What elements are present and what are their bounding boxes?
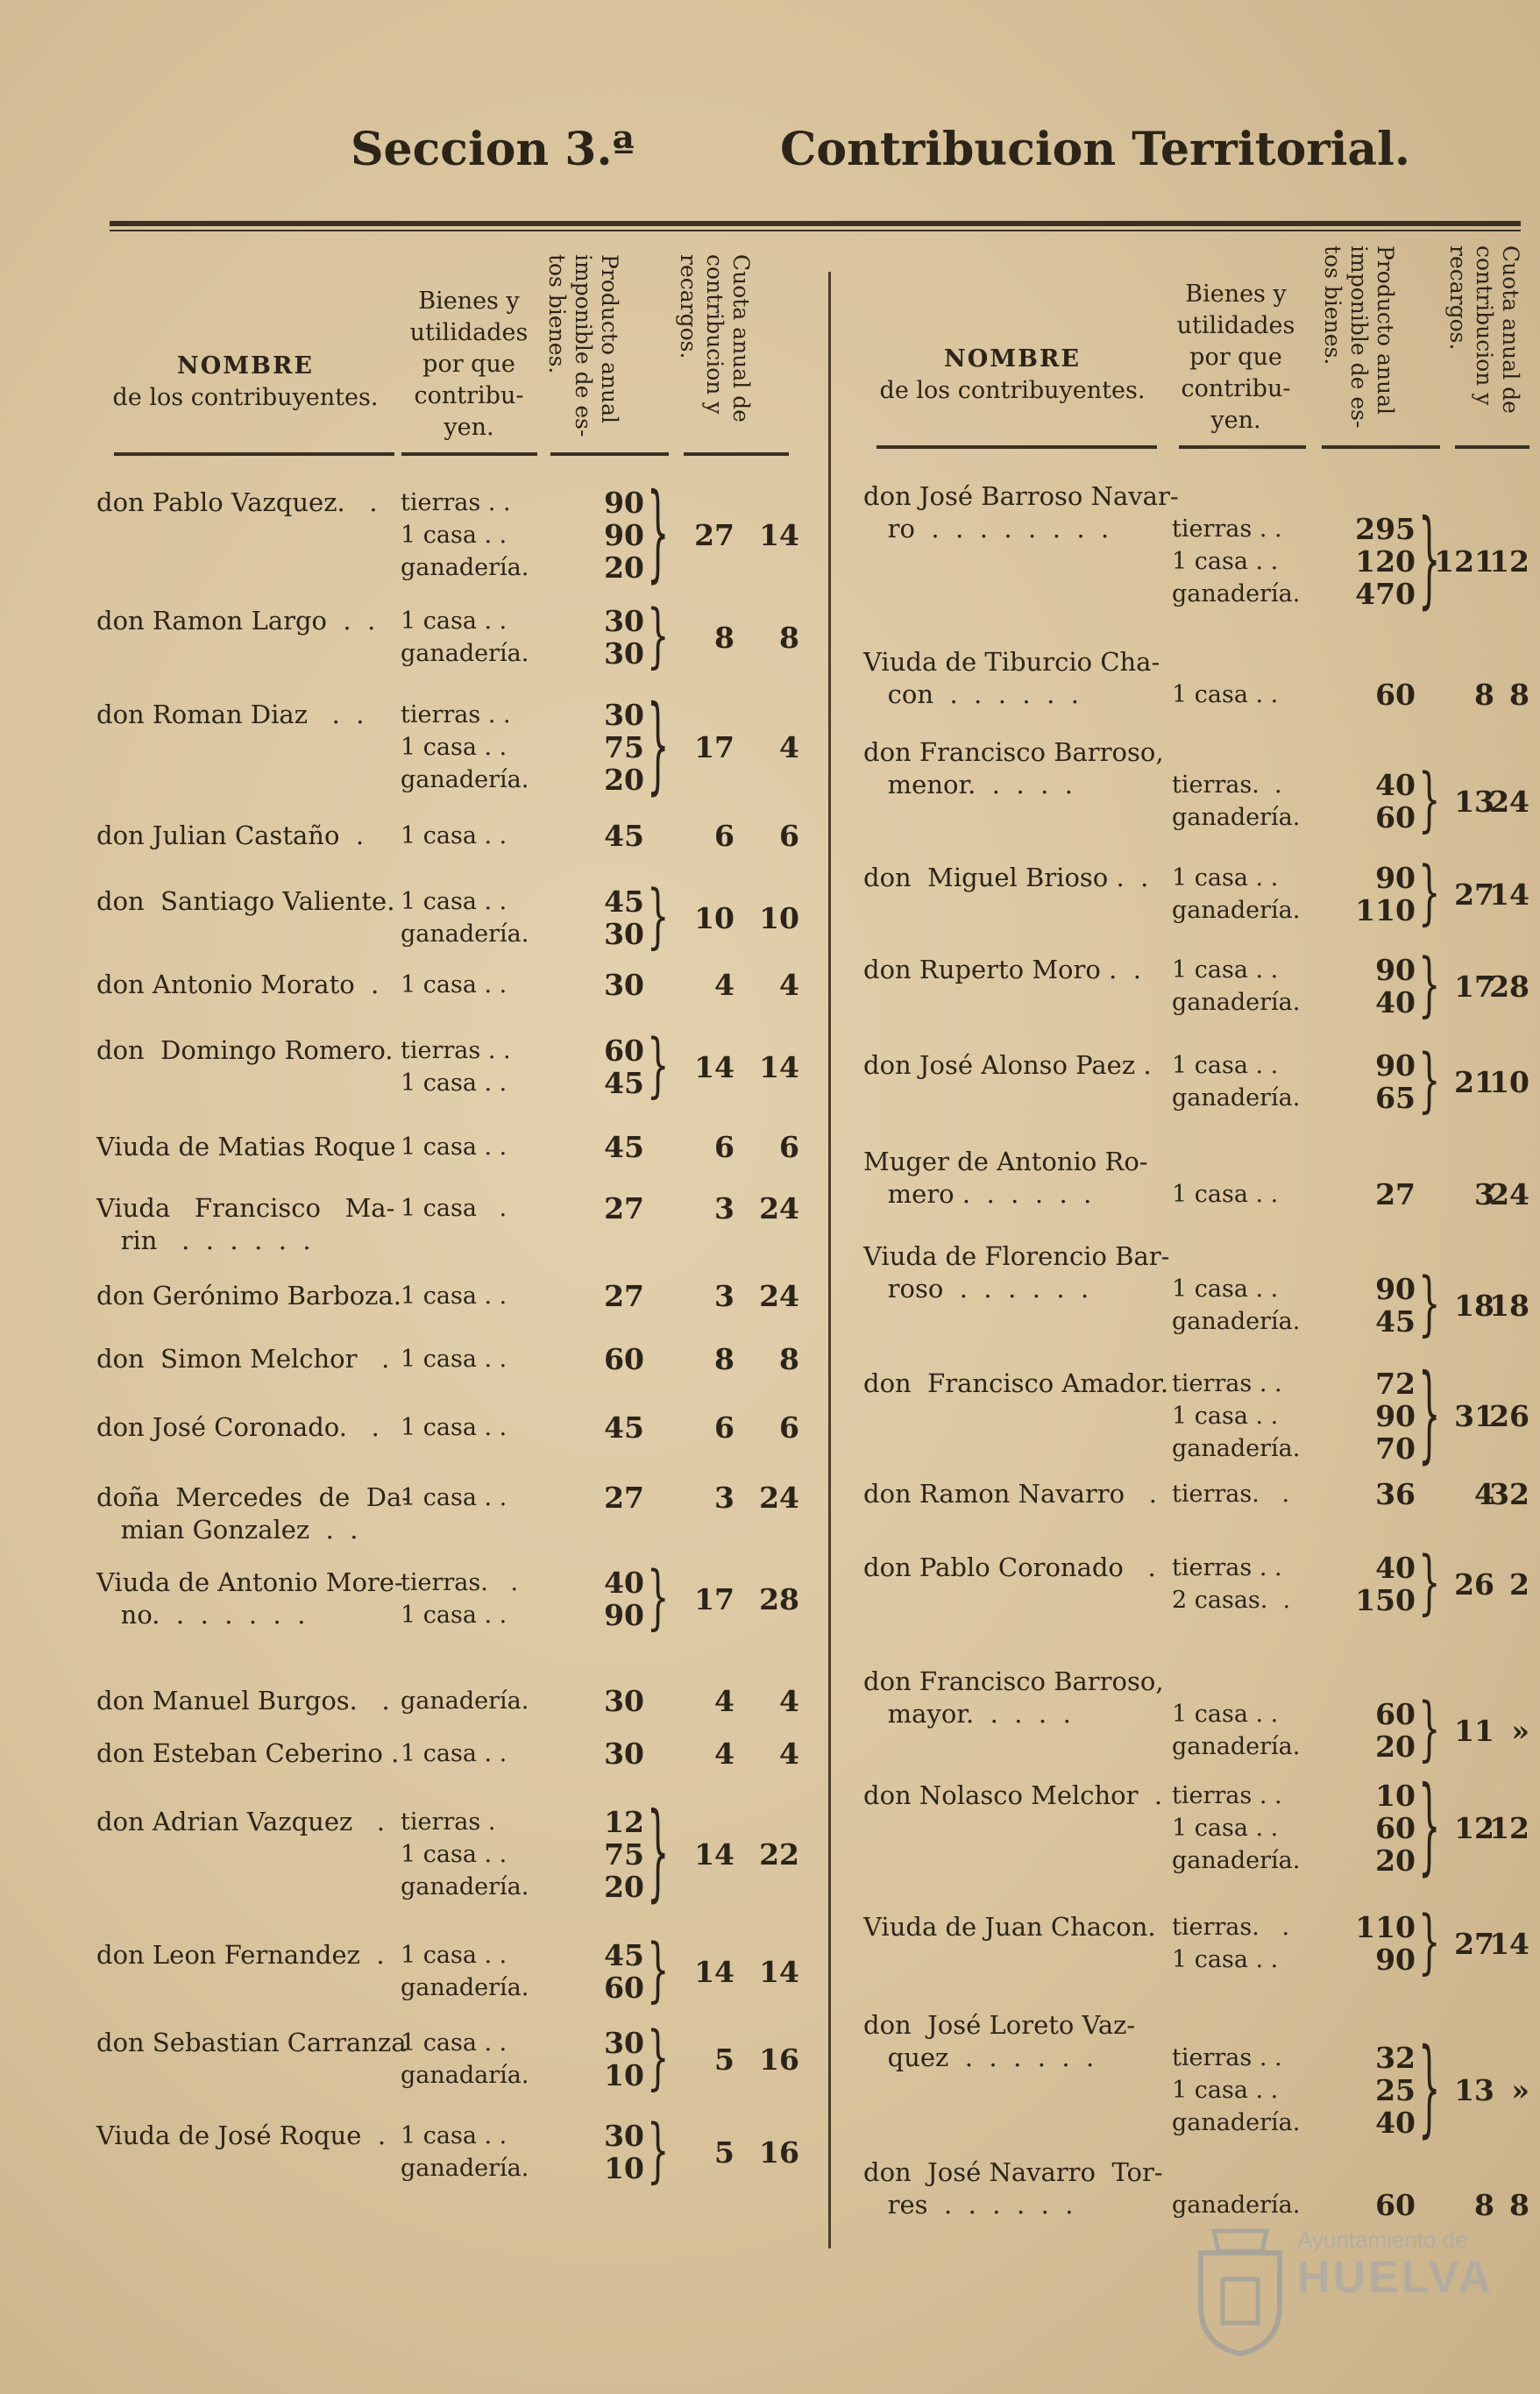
bienes-cell: ganadería. [1172,2192,1301,2219]
cuota-maravedis: 26 [1489,1399,1529,1433]
cuota-reales: 14 [694,1837,735,1872]
cuota-reales: 17 [694,1581,735,1616]
brace-glyph: } [647,596,670,677]
cuota-reales: 4 [714,968,735,1002]
bienes-cell: 1 casa . . [401,1282,507,1310]
contribuyente-name: don Esteban Ceberino . [96,1738,400,1768]
cuota-maravedis: 28 [759,1581,799,1616]
cuota-maravedis: 6 [779,1410,799,1445]
cuota-reales: 11 [1454,1713,1494,1748]
cuota-maravedis: 18 [1489,1288,1529,1323]
producto-cell: 72 90 70 [1375,1367,1416,1466]
brace-glyph: } [1418,2028,1441,2149]
producto-cell: 60 [604,1342,644,1376]
contribuyente-name: don Pablo Coronado . [863,1552,1156,1582]
cuota-maravedis: 24 [1489,1177,1529,1211]
cuota-maravedis: 12 [1489,544,1529,579]
bienes-cell: 1 casa . [401,1195,507,1222]
producto-cell: 36 [1375,1477,1416,1511]
cuota-reales: 8 [1474,2188,1494,2222]
right-header-bienes: Bienes y utilidades por que contribu- yen. [1176,281,1295,434]
contribuyente-name: don José Loreto Vaz- quez . . . . . . [863,2010,1136,2072]
left-header-nombre [96,351,394,414]
producto-cell: 32 25 40 [1375,2041,1416,2140]
contribuyente-name: don Ramon Navarro . [863,1479,1157,1509]
left-header-producto: Producto anual imponible de es- tos bienes. [544,254,622,437]
right-header-cuota: Cuota anual de contribucion y recargos. [1445,245,1523,414]
cuota-reales: 17 [1454,969,1494,1004]
brace-glyph: } [647,877,670,957]
producto-cell: 110 90 [1355,1910,1416,1977]
cuota-reales: 10 [694,900,735,935]
right-header-underline-4 [1455,445,1529,449]
bienes-cell: ganadería. [401,1687,529,1715]
contribuyente-name: don Gerónimo Barboza. [96,1281,401,1311]
cuota-maravedis: 8 [779,620,799,655]
cuota-reales: 14 [694,1954,735,1989]
contribuyente-name: don Francisco Amador. [863,1368,1169,1398]
contribuyente-name: don Pablo Vazquez. . [96,487,378,517]
brace-glyph: } [647,473,670,594]
coat-of-arms-icon [1192,2227,1288,2358]
contribuyente-name: don Julian Castaño . [96,820,365,850]
header-nombre-sub: de los contribuyentes. [879,377,1146,404]
cuota-maravedis: 4 [779,968,799,1002]
contribuyente-name: Viuda de José Roque . [96,2121,387,2150]
producto-cell: 45 [604,819,644,853]
cuota-maravedis: 10 [759,900,799,935]
bienes-cell: 1 casa . . [401,822,507,849]
cuota-maravedis: 2 [1509,1566,1529,1602]
bienes-cell: 1 casa . . ganadería. [1172,1052,1301,1112]
brace-glyph: } [647,2018,670,2099]
producto-cell: 60 20 [1375,1697,1416,1764]
producto-cell: 90 40 [1375,953,1416,1019]
brace-glyph: } [1418,1902,1441,1983]
producto-cell: 295 120 470 [1355,512,1416,611]
producto-cell: 45 [604,1410,644,1445]
bienes-cell: tierras . . 2 casas. . [1172,1554,1291,1614]
bienes-cell: 1 casa . . [401,971,507,998]
producto-cell: 90 65 [1375,1048,1416,1115]
contribuyente-name: don Manuel Burgos. . [96,1686,390,1716]
contribuyente-name: Viuda de Matias Roque [96,1132,396,1161]
cuota-reales: 4 [714,1737,735,1771]
bienes-cell: 1 casa . . ganadería. [1172,864,1301,924]
brace-glyph: } [1418,760,1441,841]
producto-cell: 12 75 20 [604,1805,644,1904]
cuota-reales: 27 [1454,1926,1494,1961]
contribuyente-name: don Francisco Barroso, mayor. . . . . [863,1666,1164,1729]
cuota-maravedis: 32 [1489,1477,1529,1511]
contribuyente-name: don José Navarro Tor- res . . . . . . [863,2157,1163,2220]
brace-glyph: } [1418,1543,1441,1623]
producto-cell: 30 10 [604,2026,644,2092]
bienes-cell: tierras . . 1 casa . . ganadería. [1172,515,1301,607]
contribuyente-name: don Nolasco Melchor . [863,1780,1163,1810]
cuota-maravedis: 22 [759,1837,799,1872]
producto-cell: 90 45 [1375,1272,1416,1339]
cuota-reales: 5 [714,2135,735,2170]
cuota-reales: 121 [1434,544,1494,579]
right-header-producto: Producto anual imponible de es- tos bienes. [1320,245,1398,429]
watermark [1192,2227,1494,2362]
bienes-cell: 1 casa . . ganadería. [1172,956,1301,1016]
cuota-maravedis: 6 [779,819,799,853]
cuota-maravedis: 24 [759,1279,799,1313]
bienes-cell: 1 casa . . [401,1346,507,1373]
cuota-maravedis: 28 [1489,969,1529,1004]
bienes-cell: tierras . . 1 casa . . [401,1037,511,1097]
brace-glyph: } [1418,1041,1441,1121]
left-header-cuota: Cuota anual de contribucion y recargos. [676,254,754,423]
bienes-cell: 1 casa . . ganadaría. [401,2029,529,2089]
brace-glyph: } [1418,1689,1441,1770]
producto-cell: 40 150 [1355,1551,1416,1617]
cuota-maravedis: 24 [1489,784,1529,819]
bienes-cell: 1 casa . . ganadería. [401,1942,529,2001]
cuota-reales: 6 [714,819,735,853]
bienes-cell: 1 casa . . [401,1133,507,1161]
header-rule-thin [110,230,1521,231]
cuota-maravedis: 10 [1489,1064,1529,1099]
cuota-reales: 5 [714,2042,735,2077]
cuota-maravedis: 14 [759,518,799,552]
cuota-reales: 17 [694,730,735,764]
section-label: Seccion 3.ª [351,123,635,176]
bienes-cell: tierras . . 1 casa . . ganadería. [1172,1370,1301,1462]
producto-cell: 27 [604,1481,644,1515]
header-rule [110,221,1521,226]
contribuyente-name: Viuda de Florencio Bar- roso . . . . . . [863,1241,1170,1304]
contribuyente-name: don Roman Diaz . . [96,700,365,729]
cuota-maravedis: 16 [759,2042,799,2077]
cuota-maravedis: 8 [1509,2188,1529,2222]
bienes-cell: 1 casa . . ganadería. [401,2122,529,2182]
brace-glyph: } [1418,1354,1441,1475]
cuota-maravedis: 8 [1509,678,1529,712]
producto-cell: 27 [604,1191,644,1225]
cuota-maravedis: 24 [759,1481,799,1515]
left-header-underline-4 [684,452,789,456]
left-header-underline-2 [401,452,537,456]
brace-glyph: } [1418,853,1441,934]
cuota-reales: 13 [1454,2073,1494,2107]
bienes-cell: tierras . 1 casa . . ganadería. [401,1808,529,1900]
producto-cell: 30 30 [604,604,644,671]
brace-glyph: } [1418,945,1441,1026]
cuota-reales: 27 [1454,877,1494,912]
cuota-maravedis: 14 [759,1049,799,1084]
cuota-maravedis: 24 [759,1191,799,1225]
cuota-reales: 6 [714,1130,735,1164]
cuota-reales: 4 [1474,1477,1494,1511]
contribuyente-name: don Antonio Morato . [96,970,380,999]
header-nombre-label: NOMBRE [944,345,1081,373]
cuota-reales: 6 [714,1410,735,1445]
bienes-cell: 1 casa . . [401,1740,507,1767]
cuota-reales: 8 [714,1342,735,1376]
brace-glyph: } [1418,1766,1441,1887]
cuota-maravedis: » [1511,1713,1529,1748]
producto-cell: 40 60 [1375,768,1416,835]
brace-glyph: } [647,1026,670,1106]
watermark-line1: Ayuntamiento de [1297,2227,1468,2253]
bienes-cell: 1 casa . . [401,1484,507,1511]
cuota-maravedis: 4 [779,730,799,764]
contribuyente-name: don Leon Fernandez . [96,1940,385,1970]
contribuyente-name: don Francisco Barroso, menor. . . . . [863,737,1164,799]
cuota-reales: 3 [1474,1177,1494,1211]
left-header-underline-1 [114,452,394,456]
bienes-cell: tierras. . [1172,1481,1290,1508]
cuota-maravedis: 16 [759,2135,799,2170]
cuota-reales: 3 [714,1481,735,1515]
bienes-cell: tierras . . 1 casa . . ganadería. [1172,2044,1301,2136]
cuota-maravedis: 8 [779,1342,799,1376]
bienes-cell: 1 casa . . [1172,681,1279,708]
right-header-nombre [868,344,1157,407]
cuota-maravedis: 14 [1489,1926,1529,1961]
contribuyente-name: Viuda de Tiburcio Cha- con . . . . . . [863,647,1160,709]
bienes-cell: tierras. . 1 casa . . [1172,1914,1290,1973]
bienes-cell: tierras . . 1 casa . . ganadería. [401,701,529,793]
cuota-maravedis: 4 [779,1737,799,1771]
producto-cell: 27 [1375,1177,1416,1211]
bienes-cell: 1 casa . . ganadería. [401,888,529,948]
brace-glyph: } [647,1930,670,2011]
cuota-reales: 31 [1454,1399,1494,1433]
brace-glyph: } [647,1793,670,1914]
contribuyente-name: don Ramon Largo . . [96,606,376,636]
producto-cell: 60 [1375,2188,1416,2222]
contribuyente-name: don José Coronado. . [96,1412,380,1442]
cuota-maravedis: 14 [759,1954,799,1989]
header-nombre-label: NOMBRE [177,352,314,380]
bienes-cell: tierras. . ganadería. [1172,771,1301,831]
contribuyente-name: don José Alonso Paez . [863,1050,1152,1080]
bienes-cell: tierras . . 1 casa . . ganadería. [1172,1782,1301,1874]
producto-cell: 30 [604,968,644,1002]
left-header-underline-3 [550,452,669,456]
brace-glyph: } [647,1558,670,1638]
contribuyente-name: don Domingo Romero. [96,1035,394,1065]
brace-glyph: } [647,686,670,806]
watermark-line2: HUELVA [1297,2252,1494,2303]
contribuyente-name: don Ruperto Moro . . [863,955,1141,984]
header-nombre-sub: de los contribuyentes. [112,384,379,411]
contribuyente-name: Viuda Francisco Ma- rin . . . . . . [96,1193,395,1255]
cuota-reales: 13 [1454,784,1494,819]
right-header-underline-3 [1322,445,1440,449]
producto-cell: 30 10 [604,2119,644,2185]
contribuyente-name: Muger de Antonio Ro- mero . . . . . . [863,1147,1148,1209]
producto-cell: 45 30 [604,884,644,951]
cuota-reales: 3 [714,1191,735,1225]
cuota-reales: 12 [1454,1811,1494,1845]
producto-cell: 30 [604,1737,644,1771]
cuota-reales: 27 [694,518,735,552]
contribuyente-name: don Simon Melchor . [96,1344,390,1374]
cuota-reales: 18 [1454,1288,1494,1323]
brace-glyph: } [1418,1264,1441,1345]
cuota-reales: 3 [714,1279,735,1313]
producto-cell: 60 45 [604,1034,644,1100]
cuota-maravedis: 6 [779,1130,799,1164]
producto-cell: 27 [604,1279,644,1313]
cuota-reales: 8 [714,620,735,655]
bienes-cell: 1 casa . . ganadería. [401,607,529,667]
cuota-reales: 8 [1474,678,1494,712]
bienes-cell: 1 casa . . ganadería. [1172,1275,1301,1335]
cuota-reales: 21 [1454,1064,1494,1099]
left-header-bienes: Bienes y utilidades por que contribu- yen. [409,288,529,441]
producto-cell: 30 75 20 [604,698,644,797]
producto-cell: 40 90 [604,1566,644,1632]
contribuyente-name: don Adrian Vazquez . [96,1807,386,1836]
right-header-underline-1 [876,445,1157,449]
producto-cell: 90 90 20 [604,486,644,585]
cuota-reales: 4 [714,1684,735,1718]
producto-cell: 90 110 [1355,861,1416,927]
contribuyente-name: Viuda de Antonio More- no. . . . . . . [96,1567,403,1630]
bienes-cell: 1 casa . . ganadería. [1172,1701,1301,1760]
producto-cell: 45 [604,1130,644,1164]
cuota-maravedis: 14 [1489,877,1529,912]
bienes-cell: tierras . . 1 casa . . ganadería. [401,489,529,581]
right-header-underline-2 [1179,445,1306,449]
contribuyente-name: doña Mercedes de Da- mian Gonzalez . . [96,1482,411,1545]
bienes-cell: 1 casa . . [1172,1181,1279,1208]
cuota-reales: 26 [1454,1566,1494,1602]
page-title: Contribucion Territorial. [780,123,1410,176]
cuota-maravedis: 4 [779,1684,799,1718]
contribuyente-name: don José Barroso Navar- ro . . . . . . . . [863,481,1179,543]
bienes-cell: 1 casa . . [401,1414,507,1441]
contribuyente-name: don Santiago Valiente. [96,886,395,916]
producto-cell: 10 60 20 [1375,1779,1416,1878]
contribuyente-name: don Sebastian Carranza [96,2028,407,2057]
bienes-cell: tierras. . 1 casa . . [401,1569,519,1629]
producto-cell: 45 60 [604,1938,644,2005]
contribuyente-name: Viuda de Juan Chacon. [863,1912,1156,1942]
cuota-maravedis: » [1511,2073,1529,2107]
cuota-maravedis: 12 [1489,1811,1529,1845]
brace-glyph: } [647,2111,670,2192]
producto-cell: 30 [604,1684,644,1718]
producto-cell: 60 [1375,678,1416,712]
cuota-reales: 14 [694,1049,735,1084]
brace-glyph: } [1418,500,1441,621]
column-separator [828,272,831,2248]
contribuyente-name: don Miguel Brioso . . [863,863,1149,892]
